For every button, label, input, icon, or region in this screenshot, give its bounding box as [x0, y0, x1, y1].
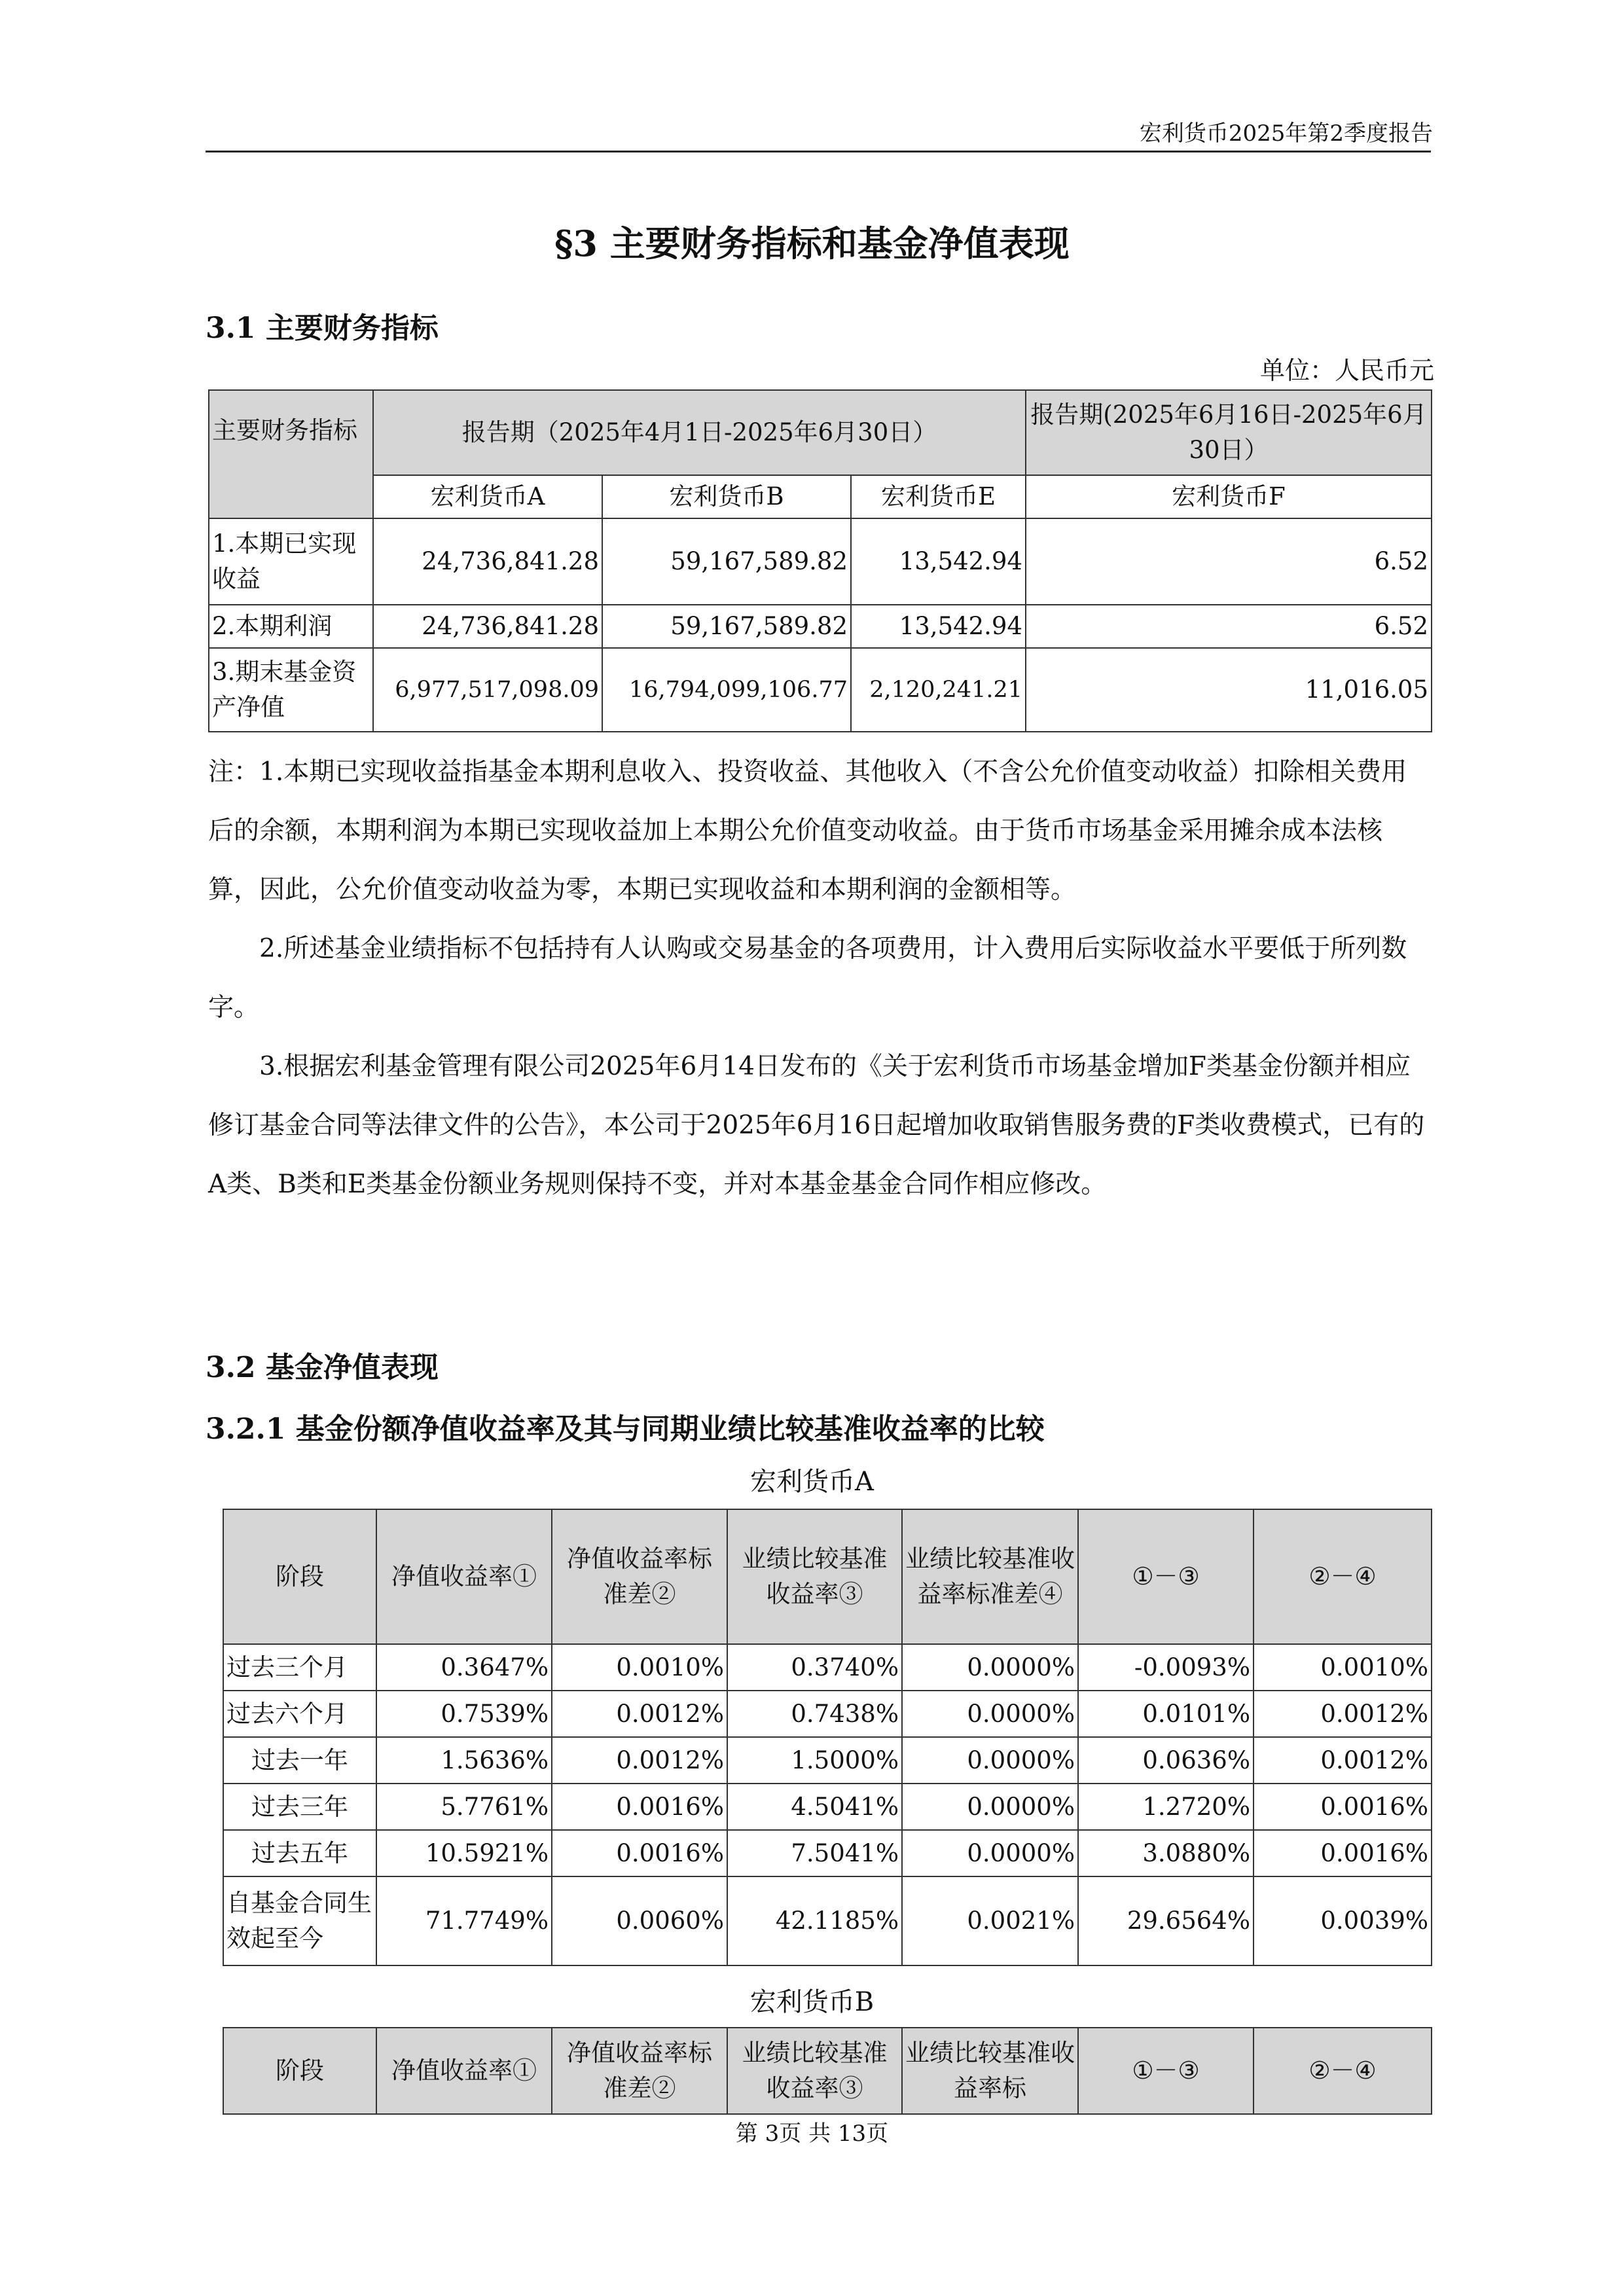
- cell-value: 42.1185%: [727, 1876, 902, 1965]
- table-row: [223, 1830, 1432, 1876]
- col-header: 业绩比较基准收益率标准差④: [902, 1509, 1078, 1644]
- cell-value: 29.6564%: [1078, 1876, 1254, 1965]
- cell-value: 0.0012%: [1254, 1737, 1432, 1784]
- cell-value: 0.7438%: [727, 1691, 902, 1737]
- cell-value: 59,167,589.82: [602, 518, 851, 605]
- cell-value: 24,736,841.28: [373, 605, 602, 648]
- cell-value: 7.5041%: [727, 1830, 902, 1876]
- cell-value: 0.0010%: [1254, 1644, 1432, 1691]
- row-label: 过去三年: [223, 1784, 376, 1830]
- col-header: ①－③: [1078, 2028, 1254, 2114]
- col-header: 阶段: [223, 1509, 376, 1644]
- cell-value: 10.5921%: [376, 1830, 552, 1876]
- cell-value: 0.0000%: [902, 1784, 1078, 1830]
- col-header: 净值收益率标准差②: [552, 2028, 727, 2114]
- cell-value: 59,167,589.82: [602, 605, 851, 648]
- cell-value: 6.52: [1026, 605, 1432, 648]
- cell-value: 1.5000%: [727, 1737, 902, 1784]
- heading-3-1: 3.1 主要财务指标: [206, 312, 439, 345]
- col-header: 净值收益率①: [376, 1509, 552, 1644]
- class-header: 宏利货币B: [602, 475, 851, 518]
- col-header: ②－④: [1254, 2028, 1432, 2114]
- cell-value: 1.2720%: [1078, 1784, 1254, 1830]
- cell-value: 0.0000%: [902, 1737, 1078, 1784]
- table-corner-header: 主要财务指标: [209, 390, 373, 518]
- heading-3-2: 3.2 基金净值表现: [206, 1351, 439, 1384]
- cell-value: -0.0093%: [1078, 1644, 1254, 1691]
- cell-value: 0.0000%: [902, 1644, 1078, 1691]
- nav-return-table-a: [223, 1509, 1432, 1966]
- cell-value: 2,120,241.21: [851, 648, 1026, 732]
- note-2: 2.所述基金业绩指标不包括持有人认购或交易基金的各项费用，计入费用后实际收益水平要低于所列数字。: [208, 934, 1407, 1022]
- row-label: 过去六个月: [223, 1691, 376, 1737]
- class-header: 宏利货币F: [1026, 475, 1432, 518]
- cell-value: 11,016.05: [1026, 648, 1432, 732]
- cell-value: 1.5636%: [376, 1737, 552, 1784]
- cell-value: 6.52: [1026, 518, 1432, 605]
- col-header: ②－④: [1254, 1509, 1432, 1644]
- page-number: 第 3页 共 13页: [735, 2121, 889, 2147]
- col-header: 业绩比较基准收益率③: [727, 1509, 902, 1644]
- cell-value: 0.0016%: [1254, 1784, 1432, 1830]
- cell-value: 0.0060%: [552, 1876, 727, 1965]
- cell-value: 0.0000%: [902, 1830, 1078, 1876]
- cell-value: 0.0012%: [552, 1691, 727, 1737]
- heading-3-2-1: 3.2.1 基金份额净值收益率及其与同期业绩比较基准收益率的比较: [206, 1412, 1045, 1446]
- cell-value: 16,794,099,106.77: [602, 648, 851, 732]
- cell-value: 0.3647%: [376, 1644, 552, 1691]
- cell-value: 0.0012%: [1254, 1691, 1432, 1737]
- table-row: [209, 648, 1432, 732]
- row-label: 2.本期利润: [209, 605, 373, 648]
- table-row: [223, 1784, 1432, 1830]
- table-row: [209, 518, 1432, 605]
- table-row: [223, 1737, 1432, 1784]
- class-header: 宏利货币E: [851, 475, 1026, 518]
- cell-value: 0.7539%: [376, 1691, 552, 1737]
- financial-indicators-table: [208, 389, 1432, 732]
- cell-value: 24,736,841.28: [373, 518, 602, 605]
- cell-value: 13,542.94: [851, 605, 1026, 648]
- cell-value: 0.0012%: [552, 1737, 727, 1784]
- cell-value: 13,542.94: [851, 518, 1026, 605]
- note-3: 3.根据宏利基金管理有限公司2025年6月14日发布的《关于宏利货币市场基金增加F类基金份额并相应修订基金合同等法律文件的公告》，本公司于2025年6月16日起增加收取销售服务费的F类收费模式，已有的A类、B类和E类基金份额业务规则保持不变，并对本基金基金合同作相应修改。: [208, 1052, 1425, 1199]
- cell-value: 4.5041%: [727, 1784, 902, 1830]
- cell-value: 6,977,517,098.09: [373, 648, 602, 732]
- table-row: [223, 1644, 1432, 1691]
- row-label: 过去五年: [223, 1830, 376, 1876]
- cell-value: 0.0039%: [1254, 1876, 1432, 1965]
- col-header: 业绩比较基准收益率标: [902, 2028, 1078, 2114]
- cell-value: 0.0010%: [552, 1644, 727, 1691]
- row-label: 过去一年: [223, 1737, 376, 1784]
- unit-label: 单位：人民币元: [1259, 356, 1434, 385]
- col-header: 业绩比较基准收益率③: [727, 2028, 902, 2114]
- cell-value: 0.0101%: [1078, 1691, 1254, 1737]
- row-label: 1.本期已实现收益: [209, 518, 373, 605]
- col-header: 净值收益率标准差②: [552, 1509, 727, 1644]
- period-header-1: 报告期（2025年4月1日-2025年6月30日）: [373, 390, 1026, 475]
- table-row: [223, 1691, 1432, 1737]
- header-rule: [206, 151, 1431, 152]
- row-label: 过去三个月: [223, 1644, 376, 1691]
- section-title: §3 主要财务指标和基金净值表现: [554, 223, 1070, 264]
- cell-value: 0.0000%: [902, 1691, 1078, 1737]
- cell-value: 71.7749%: [376, 1876, 552, 1965]
- col-header: ①－③: [1078, 1509, 1254, 1644]
- cell-value: 0.0016%: [1254, 1830, 1432, 1876]
- cell-value: 0.0021%: [902, 1876, 1078, 1965]
- col-header: 阶段: [223, 2028, 376, 2114]
- running-header: 宏利货币2025年第2季度报告: [1139, 120, 1433, 147]
- cell-value: 0.3740%: [727, 1644, 902, 1691]
- table-b-title: 宏利货币B: [749, 1987, 875, 2017]
- col-header: 净值收益率①: [376, 2028, 552, 2114]
- cell-value: 0.0016%: [552, 1830, 727, 1876]
- row-label: 3.期末基金资产净值: [209, 648, 373, 732]
- nav-return-table-b: [223, 2027, 1432, 2115]
- class-header: 宏利货币A: [373, 475, 602, 518]
- table-row: [209, 605, 1432, 648]
- cell-value: 0.0016%: [552, 1784, 727, 1830]
- cell-value: 3.0880%: [1078, 1830, 1254, 1876]
- period-header-2: 报告期(2025年6月16日-2025年6月30日）: [1026, 390, 1432, 475]
- note-1: 注：1.本期已实现收益指基金本期利息收入、投资收益、其他收入（不含公允价值变动收益）扣除相关费用后的余额，本期利润为本期已实现收益加上本期公允价值变动收益。由于货币市场基金采用摊余成本法核算，因此，公允价值变动收益为零，本期已实现收益和本期利润的金额相等。: [208, 757, 1407, 905]
- table-row: [223, 1876, 1432, 1965]
- row-label: 自基金合同生效起至今: [223, 1876, 376, 1965]
- cell-value: 0.0636%: [1078, 1737, 1254, 1784]
- table-a-title: 宏利货币A: [750, 1467, 874, 1497]
- cell-value: 5.7761%: [376, 1784, 552, 1830]
